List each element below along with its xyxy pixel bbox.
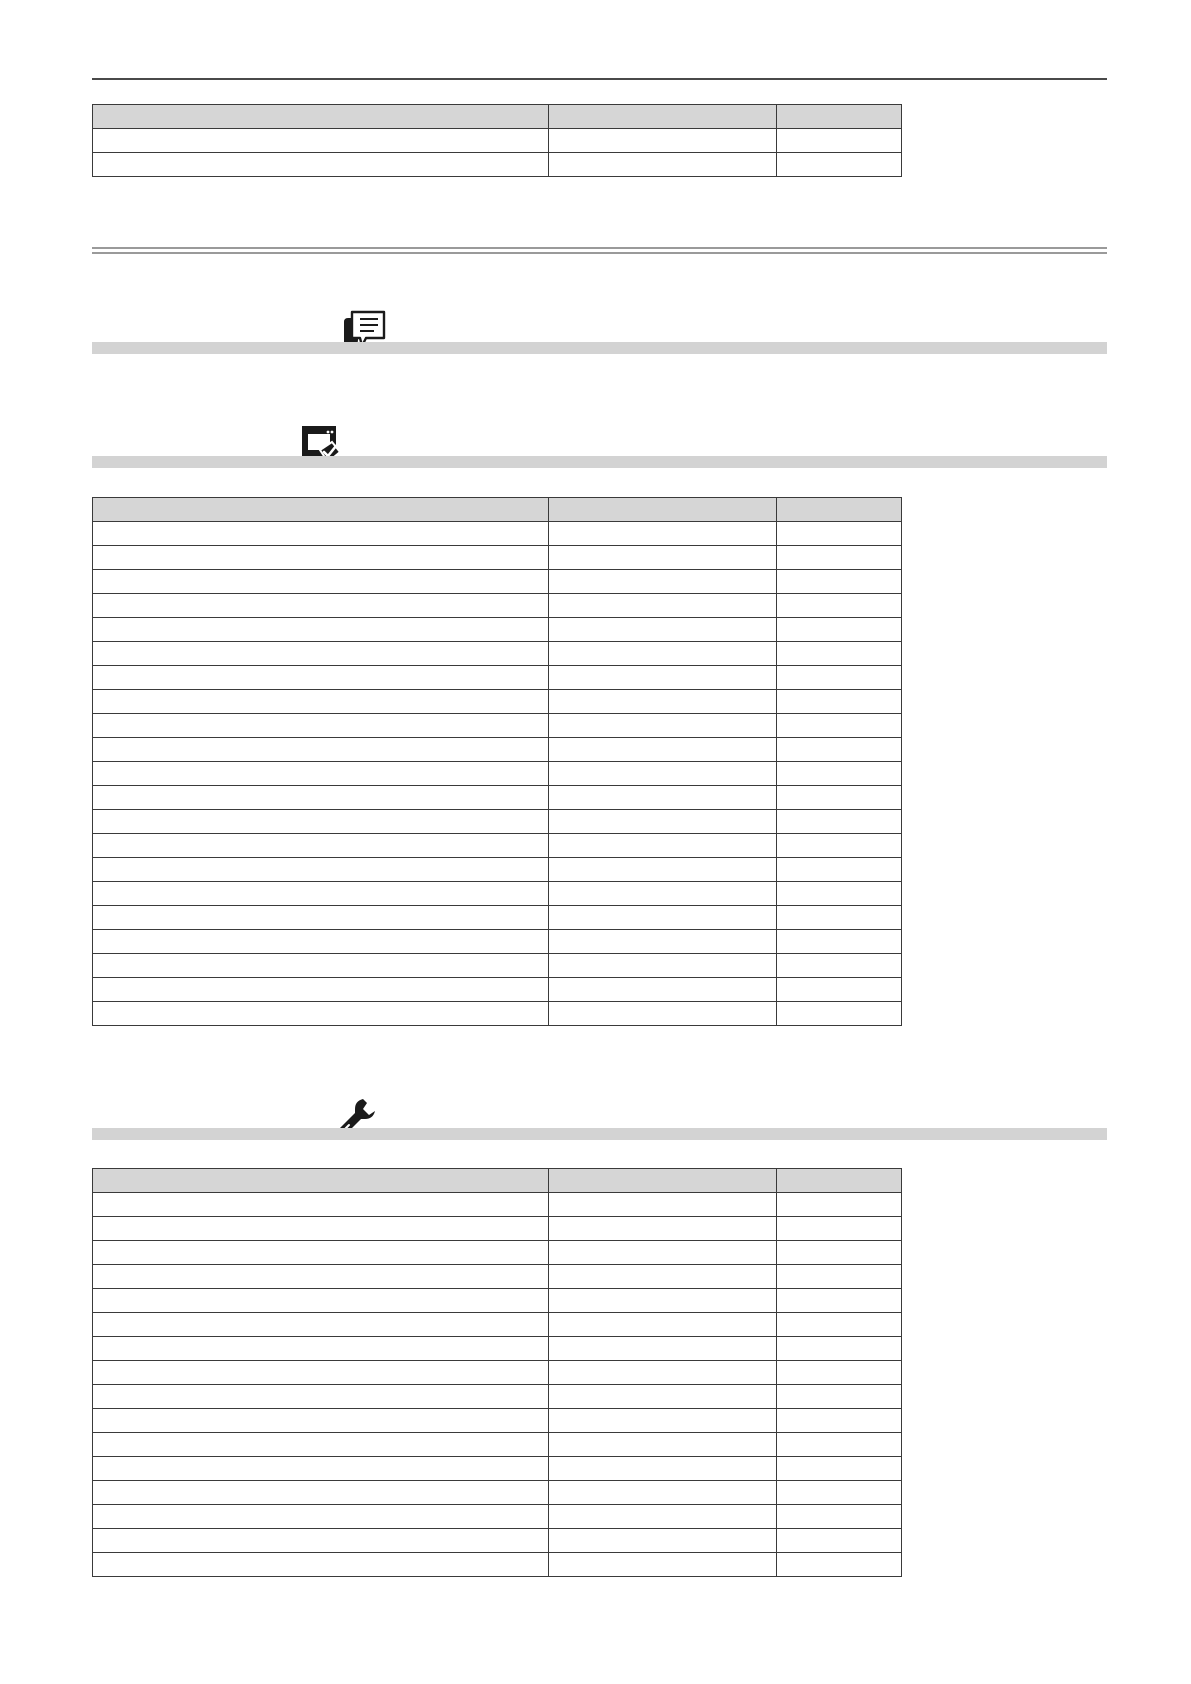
table-row	[93, 594, 902, 618]
table-cell	[777, 1289, 902, 1313]
table-cell	[93, 153, 549, 177]
table-cell	[549, 129, 777, 153]
table-row	[93, 1193, 902, 1217]
table-row	[93, 882, 902, 906]
table-cell	[549, 1457, 777, 1481]
table-cell	[777, 906, 902, 930]
table-cell	[93, 930, 549, 954]
table-row	[93, 738, 902, 762]
table-cell	[549, 1337, 777, 1361]
table-cell	[93, 546, 549, 570]
table-cell	[549, 618, 777, 642]
table-cell	[549, 978, 777, 1002]
table-row	[93, 1289, 902, 1313]
table-cell	[549, 1385, 777, 1409]
header-cell	[93, 105, 549, 129]
table-row	[93, 858, 902, 882]
table-cell	[549, 762, 777, 786]
table-cell	[777, 1457, 902, 1481]
table-cell	[777, 882, 902, 906]
table-row	[93, 1481, 902, 1505]
table-row	[93, 1385, 902, 1409]
table-cell	[777, 930, 902, 954]
table-cell	[93, 129, 549, 153]
table-row	[93, 1409, 902, 1433]
table-cell	[93, 1217, 549, 1241]
table-cell	[549, 1433, 777, 1457]
table-row	[93, 978, 902, 1002]
section-bar	[92, 1128, 1107, 1140]
table-row	[93, 810, 902, 834]
table-row	[93, 1313, 902, 1337]
menu-table-1	[92, 104, 902, 177]
table-cell	[93, 1313, 549, 1337]
header-cell	[93, 498, 549, 522]
header-cell	[93, 1169, 549, 1193]
table-cell	[549, 786, 777, 810]
table-cell	[93, 1553, 549, 1577]
table-cell	[549, 666, 777, 690]
table-body	[93, 522, 902, 1026]
table-row	[93, 1265, 902, 1289]
table-cell	[549, 1313, 777, 1337]
header-cell	[777, 105, 902, 129]
table-row	[93, 153, 902, 177]
table-cell	[93, 1481, 549, 1505]
table-cell	[549, 594, 777, 618]
table-cell	[777, 1193, 902, 1217]
top-rule	[92, 78, 1107, 80]
table-cell	[777, 546, 902, 570]
table-cell	[549, 690, 777, 714]
table-cell	[93, 642, 549, 666]
table-row	[93, 1529, 902, 1553]
table-cell	[777, 642, 902, 666]
table-cell	[93, 1289, 549, 1313]
table-row	[93, 546, 902, 570]
table-cell	[549, 1409, 777, 1433]
table-row	[93, 714, 902, 738]
header-cell	[549, 498, 777, 522]
table-cell	[777, 1337, 902, 1361]
table-cell	[93, 522, 549, 546]
menu-table-2	[92, 497, 902, 1026]
table-cell	[93, 594, 549, 618]
table-row	[93, 786, 902, 810]
table-cell	[777, 618, 902, 642]
table-cell	[93, 1409, 549, 1433]
table-row	[93, 1457, 902, 1481]
section-bar	[92, 456, 1107, 468]
table-cell	[777, 1002, 902, 1026]
table-cell	[93, 1361, 549, 1385]
header-cell	[777, 498, 902, 522]
table-cell	[549, 1241, 777, 1265]
header-cell	[549, 105, 777, 129]
table-cell	[549, 882, 777, 906]
table-cell	[777, 129, 902, 153]
table-cell	[777, 858, 902, 882]
header-cell	[549, 1169, 777, 1193]
table-cell	[93, 738, 549, 762]
table-row	[93, 570, 902, 594]
table-header-row	[93, 498, 902, 522]
table-cell	[777, 954, 902, 978]
table-cell	[777, 1385, 902, 1409]
table-cell	[549, 714, 777, 738]
table-cell	[549, 642, 777, 666]
table-cell	[549, 834, 777, 858]
table-cell	[777, 978, 902, 1002]
table-cell	[777, 1409, 902, 1433]
table-cell	[93, 1002, 549, 1026]
table-cell	[549, 858, 777, 882]
table-cell	[777, 1313, 902, 1337]
table-cell	[93, 1337, 549, 1361]
table-cell	[93, 618, 549, 642]
table-cell	[549, 1193, 777, 1217]
table-row	[93, 618, 902, 642]
table-cell	[93, 762, 549, 786]
table-cell	[93, 858, 549, 882]
table-row	[93, 954, 902, 978]
table-cell	[93, 906, 549, 930]
table-cell	[549, 522, 777, 546]
table-cell	[93, 882, 549, 906]
table-cell	[93, 978, 549, 1002]
table-cell	[549, 1002, 777, 1026]
table-row	[93, 762, 902, 786]
table-cell	[777, 1553, 902, 1577]
table-cell	[93, 1433, 549, 1457]
table-row	[93, 906, 902, 930]
table-cell	[777, 690, 902, 714]
table-cell	[549, 1361, 777, 1385]
table-cell	[549, 810, 777, 834]
table-cell	[549, 1265, 777, 1289]
table-cell	[93, 1529, 549, 1553]
table-row	[93, 834, 902, 858]
table-row	[93, 690, 902, 714]
table-row	[93, 666, 902, 690]
table-cell	[549, 1505, 777, 1529]
table-cell	[93, 1385, 549, 1409]
table-cell	[93, 666, 549, 690]
menu-table-3	[92, 1168, 902, 1577]
table-cell	[777, 810, 902, 834]
table-cell	[777, 594, 902, 618]
table-cell	[777, 834, 902, 858]
table-row	[93, 522, 902, 546]
table-cell	[777, 1481, 902, 1505]
table-cell	[549, 153, 777, 177]
table-cell	[777, 714, 902, 738]
table-cell	[93, 954, 549, 978]
table-row	[93, 642, 902, 666]
table-cell	[777, 570, 902, 594]
table-cell	[777, 1217, 902, 1241]
table-cell	[777, 1241, 902, 1265]
table-cell	[777, 738, 902, 762]
table-cell	[777, 1505, 902, 1529]
table-body	[93, 1193, 902, 1577]
table-cell	[549, 546, 777, 570]
table-cell	[93, 810, 549, 834]
table-cell	[93, 1505, 549, 1529]
table-cell	[93, 1193, 549, 1217]
section-divider	[92, 247, 1107, 254]
table-cell	[93, 1241, 549, 1265]
table-cell	[777, 666, 902, 690]
table-cell	[777, 786, 902, 810]
table-cell	[549, 930, 777, 954]
table-header-row	[93, 1169, 902, 1193]
table-cell	[549, 1529, 777, 1553]
table-cell	[549, 1217, 777, 1241]
table-row	[93, 1241, 902, 1265]
table-cell	[549, 570, 777, 594]
table-row	[93, 1553, 902, 1577]
table-cell	[777, 1361, 902, 1385]
table-row	[93, 1433, 902, 1457]
table-row	[93, 1217, 902, 1241]
table-cell	[777, 522, 902, 546]
table-cell	[93, 1265, 549, 1289]
table-cell	[93, 690, 549, 714]
table-row	[93, 930, 902, 954]
table-row	[93, 129, 902, 153]
table-header-row	[93, 105, 902, 129]
table-row	[93, 1002, 902, 1026]
table-cell	[777, 1529, 902, 1553]
table-cell	[93, 834, 549, 858]
table-cell	[777, 1265, 902, 1289]
table-cell	[549, 1481, 777, 1505]
header-cell	[777, 1169, 902, 1193]
table-cell	[549, 906, 777, 930]
table-cell	[777, 153, 902, 177]
table-cell	[549, 1553, 777, 1577]
table-row	[93, 1505, 902, 1529]
table-cell	[93, 786, 549, 810]
section-bar	[92, 342, 1107, 354]
table-cell	[549, 954, 777, 978]
table-cell	[549, 738, 777, 762]
table-row	[93, 1361, 902, 1385]
table-cell	[93, 1457, 549, 1481]
table-body	[93, 129, 902, 177]
table-cell	[777, 1433, 902, 1457]
table-cell	[93, 570, 549, 594]
table-cell	[93, 714, 549, 738]
table-cell	[549, 1289, 777, 1313]
table-row	[93, 1337, 902, 1361]
table-cell	[777, 762, 902, 786]
